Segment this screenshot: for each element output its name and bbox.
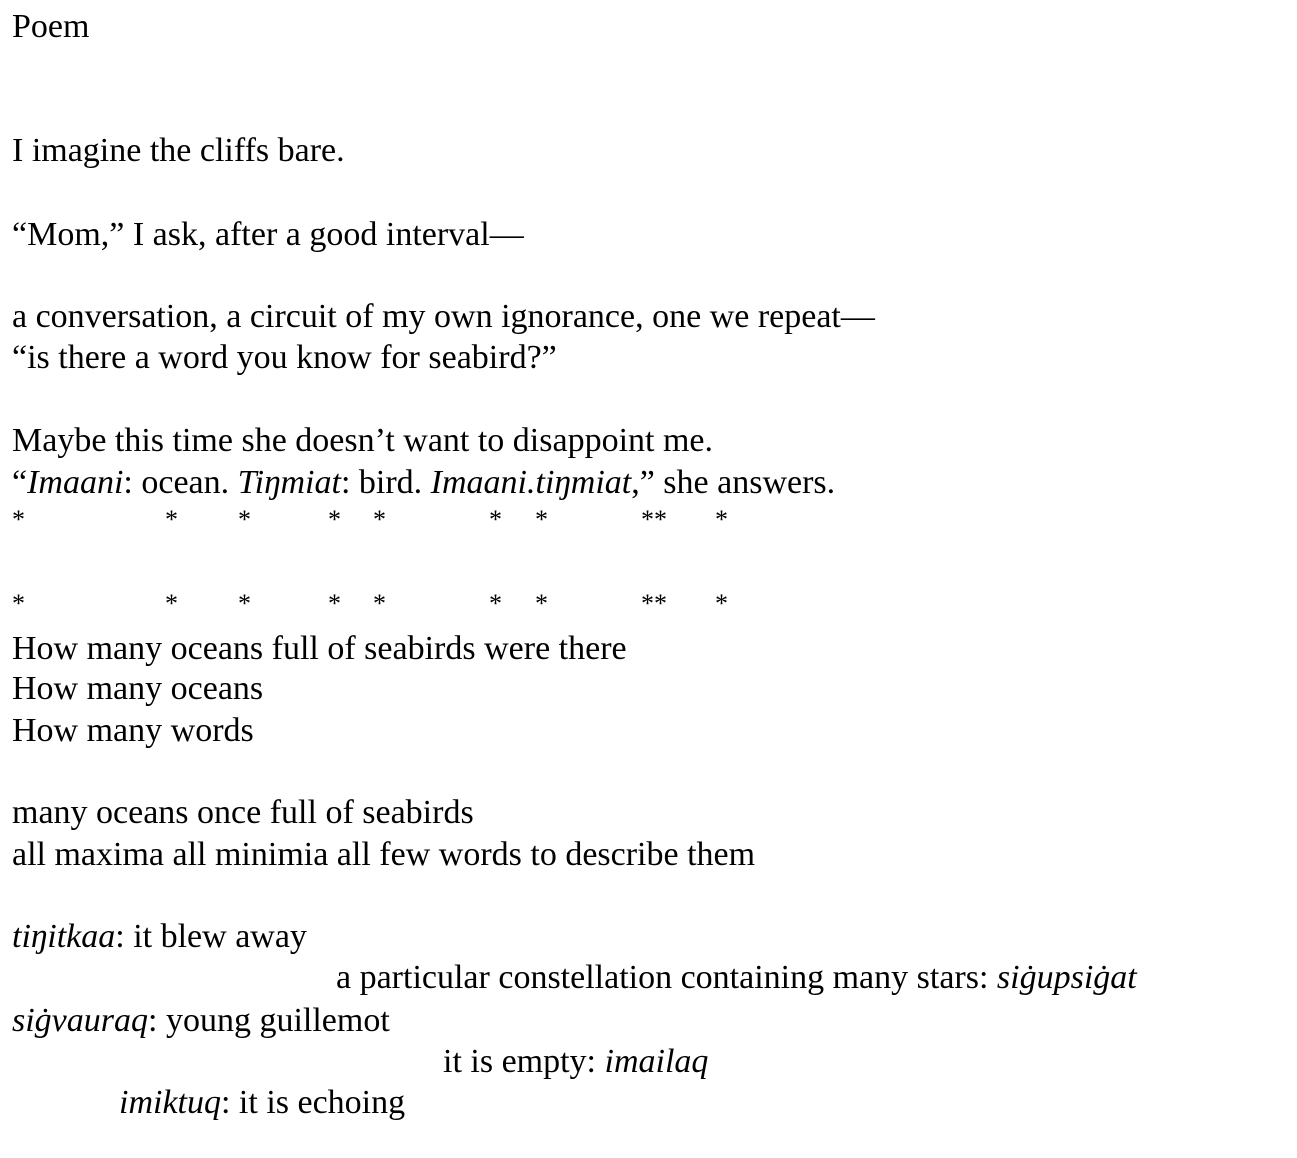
asterisk: * <box>489 589 502 618</box>
inupiaq-word: imiktuq <box>119 1084 221 1121</box>
asterisk: ** <box>641 589 667 618</box>
poem-line: How many oceans <box>12 670 264 707</box>
asterisk: * <box>238 505 251 534</box>
glossary-entry <box>12 917 307 957</box>
asterisk: * <box>715 589 728 618</box>
poem-line: How many words <box>12 712 254 749</box>
inupiaq-word: imailaq <box>604 1043 709 1080</box>
glossary-definition: it is empty: <box>443 1043 605 1080</box>
inupiaq-word: siġupsiġat <box>996 959 1137 996</box>
asterisk: * <box>535 505 548 534</box>
glossary-entry <box>12 1001 390 1041</box>
inupiaq-word: tiŋitkaa <box>12 918 116 955</box>
inupiaq-word: Tiŋmiat <box>237 464 341 501</box>
asterisk: * <box>165 589 178 618</box>
poem-line: all maxima all minimia all few words to describe them <box>12 836 756 873</box>
asterisk: * <box>328 505 341 534</box>
poem-line: “Mom,” I ask, after a good interval— <box>12 216 524 253</box>
asterisk-row <box>0 590 760 618</box>
asterisk: * <box>489 505 502 534</box>
quote-mark: “ <box>12 464 28 501</box>
line-text: : ocean. <box>123 464 238 501</box>
asterisk: * <box>535 589 548 618</box>
asterisk: * <box>165 505 178 534</box>
asterisk: ** <box>641 505 667 534</box>
glossary-definition: : it blew away <box>115 918 307 955</box>
poem-line: I imagine the cliffs bare. <box>12 132 345 169</box>
poem-line: a conversation, a circuit of my own ignorance, one we repeat— <box>12 298 875 335</box>
poem-line: “is there a word you know for seabird?” <box>12 339 557 376</box>
asterisk: * <box>715 505 728 534</box>
asterisk: * <box>238 589 251 618</box>
line-text: ,” she answers. <box>631 464 836 501</box>
glossary-entry <box>119 1083 405 1123</box>
poem-line: How many oceans full of seabirds were there <box>12 630 627 667</box>
poem-line: many oceans once full of seabirds <box>12 794 474 831</box>
poem-line: Maybe this time she doesn’t want to disappoint me. <box>12 422 714 459</box>
inupiaq-word: Imaani.tiŋmiat <box>430 464 632 501</box>
inupiaq-word: siġvauraq <box>12 1002 148 1039</box>
line-text: : bird. <box>340 464 431 501</box>
inupiaq-word: Imaani <box>27 464 124 501</box>
asterisk: * <box>373 589 386 618</box>
glossary-entry <box>336 958 1137 998</box>
glossary-definition: : it is echoing <box>220 1084 406 1121</box>
asterisk: * <box>12 505 25 534</box>
page-title: Poem <box>12 8 90 45</box>
asterisk: * <box>328 589 341 618</box>
asterisk: * <box>373 505 386 534</box>
asterisk-row <box>0 506 760 534</box>
glossary-definition: : young guillemot <box>148 1002 390 1039</box>
asterisk: * <box>12 589 25 618</box>
glossary-entry <box>443 1042 708 1082</box>
glossary-definition: a particular constellation containing many stars: <box>336 959 997 996</box>
poem-line-with-inupiaq-words <box>12 463 835 503</box>
